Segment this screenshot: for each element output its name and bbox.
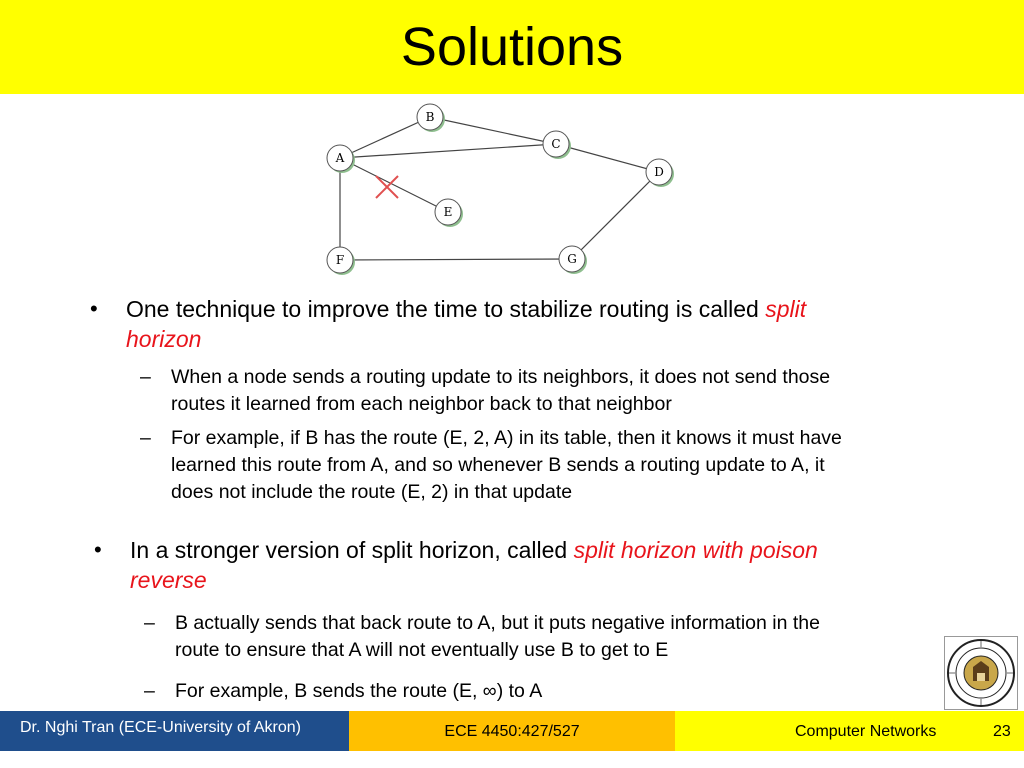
node-g	[559, 246, 587, 274]
line: does not include the route (E, 2) in that update	[171, 481, 573, 503]
bullet-1-sub-1	[171, 364, 991, 418]
line: routes it learned from each neighbor back to that neighbor	[171, 393, 672, 415]
node-a	[327, 145, 355, 173]
edge-a-e	[340, 158, 448, 212]
edge-b-c	[430, 117, 556, 144]
line: When a node sends a routing update to its neighbors, it does not send those	[171, 366, 831, 388]
footer-course-box	[675, 711, 1024, 751]
title-bar	[0, 0, 1024, 94]
node-label: G	[567, 252, 577, 266]
footer-author: Dr. Nghi Tran (ECE-University of Akron)	[20, 719, 301, 736]
edge-d-g	[572, 172, 659, 259]
sub-dash: –	[144, 612, 155, 634]
network-diagram	[300, 98, 700, 276]
bullet-1	[126, 294, 946, 354]
bullet-dot: •	[94, 537, 102, 562]
footer	[0, 711, 1024, 751]
footer-course-code: ECE 4450:427/527	[444, 723, 580, 740]
node-c	[543, 131, 571, 159]
sub-dash: –	[144, 680, 155, 702]
edge-a-c	[340, 144, 556, 158]
node-d	[646, 159, 674, 187]
footer-course-name: Computer Networks	[795, 723, 937, 740]
bullet-2-sub-2	[175, 678, 875, 705]
broken-link-mark	[376, 176, 398, 198]
sub-dash: –	[140, 366, 151, 388]
diagram-nodes	[327, 104, 674, 275]
bullet-1-emphasis: split	[765, 296, 807, 322]
footer-course-code-box	[349, 711, 675, 751]
bullet-2-sub-1	[175, 610, 955, 664]
edge-c-d	[556, 144, 659, 172]
line: route to ensure that A will not eventually use B to get to E	[175, 639, 669, 661]
node-f	[327, 247, 355, 275]
node-label: C	[551, 137, 561, 151]
line: For example, B sends the route (E, ∞) to A	[175, 680, 543, 702]
node-label: D	[654, 165, 664, 179]
line: B actually sends that back route to A, but it puts negative information in the	[175, 612, 820, 634]
node-b	[417, 104, 445, 132]
seal-icon	[945, 637, 1017, 709]
node-label: E	[443, 205, 453, 219]
bullet-1-emphasis-cont: horizon	[126, 326, 202, 352]
line: learned this route from A, and so whenever B sends a routing update to A, it	[171, 454, 825, 476]
edge-a-b	[340, 117, 430, 158]
node-label: B	[425, 110, 435, 124]
footer-author-box	[0, 711, 349, 751]
line: For example, if B has the route (E, 2, A) in its table, then it knows it must have	[171, 427, 842, 449]
bullet-2	[130, 535, 950, 595]
bullet-2-text: In a stronger version of split horizon, called	[130, 537, 574, 563]
bullet-1-sub-2	[171, 425, 1001, 506]
bullet-dot: •	[90, 296, 98, 321]
edge-f-g	[340, 259, 572, 260]
node-label: F	[335, 253, 345, 267]
slide-title: Solutions	[400, 17, 624, 77]
bullet-2-emphasis-cont: reverse	[130, 567, 207, 593]
sub-dash: –	[140, 427, 151, 449]
node-e	[435, 199, 463, 227]
university-seal-logo	[944, 636, 1018, 710]
bullet-2-emphasis: split horizon with poison	[573, 537, 818, 563]
page-number: 23	[993, 723, 1011, 740]
bullet-1-text: One technique to improve the time to stabilize routing is called	[126, 296, 766, 322]
node-label: A	[335, 151, 345, 165]
